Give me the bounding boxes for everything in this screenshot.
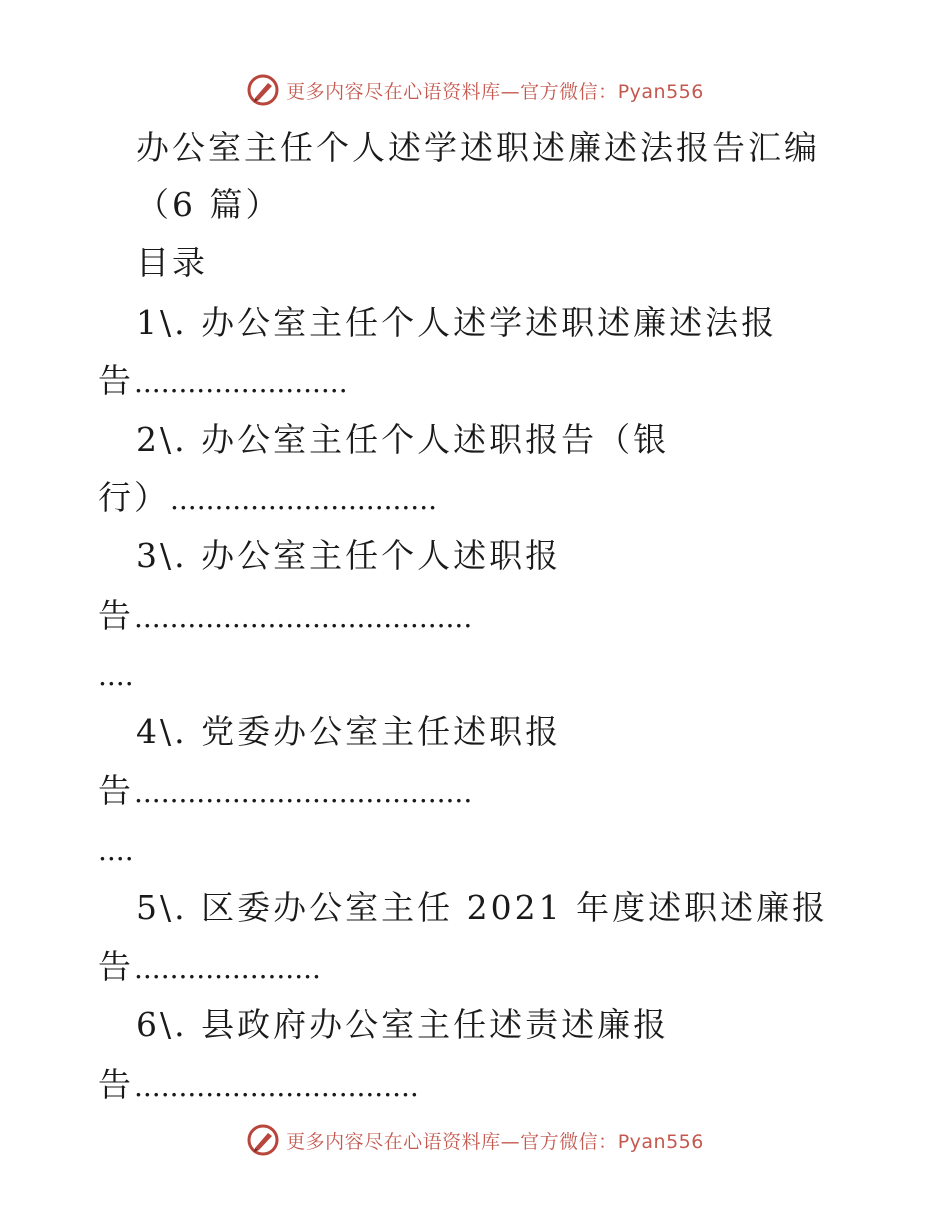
toc-leader-dots: ........................: [134, 366, 348, 399]
banner-wechat-id: Pyan556: [617, 80, 704, 103]
toc-item-5-continued[interactable]: [98, 947, 321, 989]
toc-leader-dots: ......................................: [134, 776, 473, 809]
toc-item-title: 办公室主任个人述职报: [201, 536, 562, 575]
toc-item-5[interactable]: [136, 888, 828, 928]
toc-item-4-leader-wrap: [98, 829, 134, 871]
toc-item-title: 县政府办公室主任述责述廉报: [201, 1005, 670, 1044]
toc-item-title-end: 行）: [98, 478, 170, 517]
toc-item-2[interactable]: [136, 420, 669, 460]
banner-site: 更多内容尽在心语资料库: [286, 80, 501, 103]
toc-item-3[interactable]: [136, 536, 561, 576]
banner-separator: —: [500, 1130, 521, 1153]
toc-leader-dots: ......................................: [134, 601, 473, 634]
toc-item-6[interactable]: [136, 1005, 669, 1045]
banner-wechat-id: Pyan556: [617, 1130, 704, 1153]
footer-banner: [0, 1120, 950, 1160]
banner-text: [286, 1127, 704, 1154]
document-title-count: （6 篇）: [136, 185, 282, 224]
banner-text: [286, 77, 704, 104]
toc-item-number: 4\.: [136, 712, 188, 751]
toc-item-3-continued[interactable]: [98, 596, 472, 638]
pen-logo-icon: [246, 1123, 280, 1157]
document-title: 办公室主任个人述学述职述廉述法报告汇编: [136, 128, 820, 167]
toc-item-2-continued[interactable]: [98, 478, 437, 520]
banner-wechat-label: 官方微信：: [520, 1130, 618, 1153]
toc-item-1[interactable]: [136, 303, 777, 343]
toc-heading: 目录: [136, 243, 208, 282]
toc-item-number: 1\.: [136, 303, 188, 342]
toc-item-4-continued[interactable]: [98, 771, 472, 813]
toc-item-title: 办公室主任个人述职报告（银: [201, 420, 670, 459]
toc-item-6-continued[interactable]: [98, 1065, 419, 1107]
toc-leader-dots: ..............................: [170, 483, 438, 516]
toc-item-title-end: 告: [98, 947, 134, 986]
toc-leader-dots: .....................: [134, 952, 321, 985]
toc-item-1-continued[interactable]: [98, 361, 348, 403]
toc-item-title: 办公室主任个人述学述职述廉述法报: [201, 303, 778, 342]
toc-item-3-leader-wrap: [98, 654, 134, 696]
toc-item-title-end: 告: [98, 771, 134, 810]
toc-item-4[interactable]: [136, 712, 561, 752]
toc-item-title-end: 告: [98, 1065, 134, 1104]
toc-item-title: 党委办公室主任述职报: [201, 712, 562, 751]
toc-item-number: 5\.: [136, 888, 188, 927]
pen-logo-icon: [246, 73, 280, 107]
banner-separator: —: [500, 80, 521, 103]
toc-leader-dots: ....: [98, 659, 134, 692]
toc-leader-dots: ................................: [134, 1070, 419, 1103]
toc-item-title-end: 告: [98, 596, 134, 635]
toc-item-number: 3\.: [136, 536, 188, 575]
toc-item-number: 2\.: [136, 420, 188, 459]
toc-item-title-end: 告: [98, 361, 134, 400]
toc-leader-dots: ....: [98, 834, 134, 867]
banner-site: 更多内容尽在心语资料库: [286, 1130, 501, 1153]
header-banner: [0, 70, 950, 110]
toc-item-number: 6\.: [136, 1005, 188, 1044]
toc-item-title: 区委办公室主任 2021 年度述职述廉报: [201, 888, 829, 927]
banner-wechat-label: 官方微信：: [520, 80, 618, 103]
